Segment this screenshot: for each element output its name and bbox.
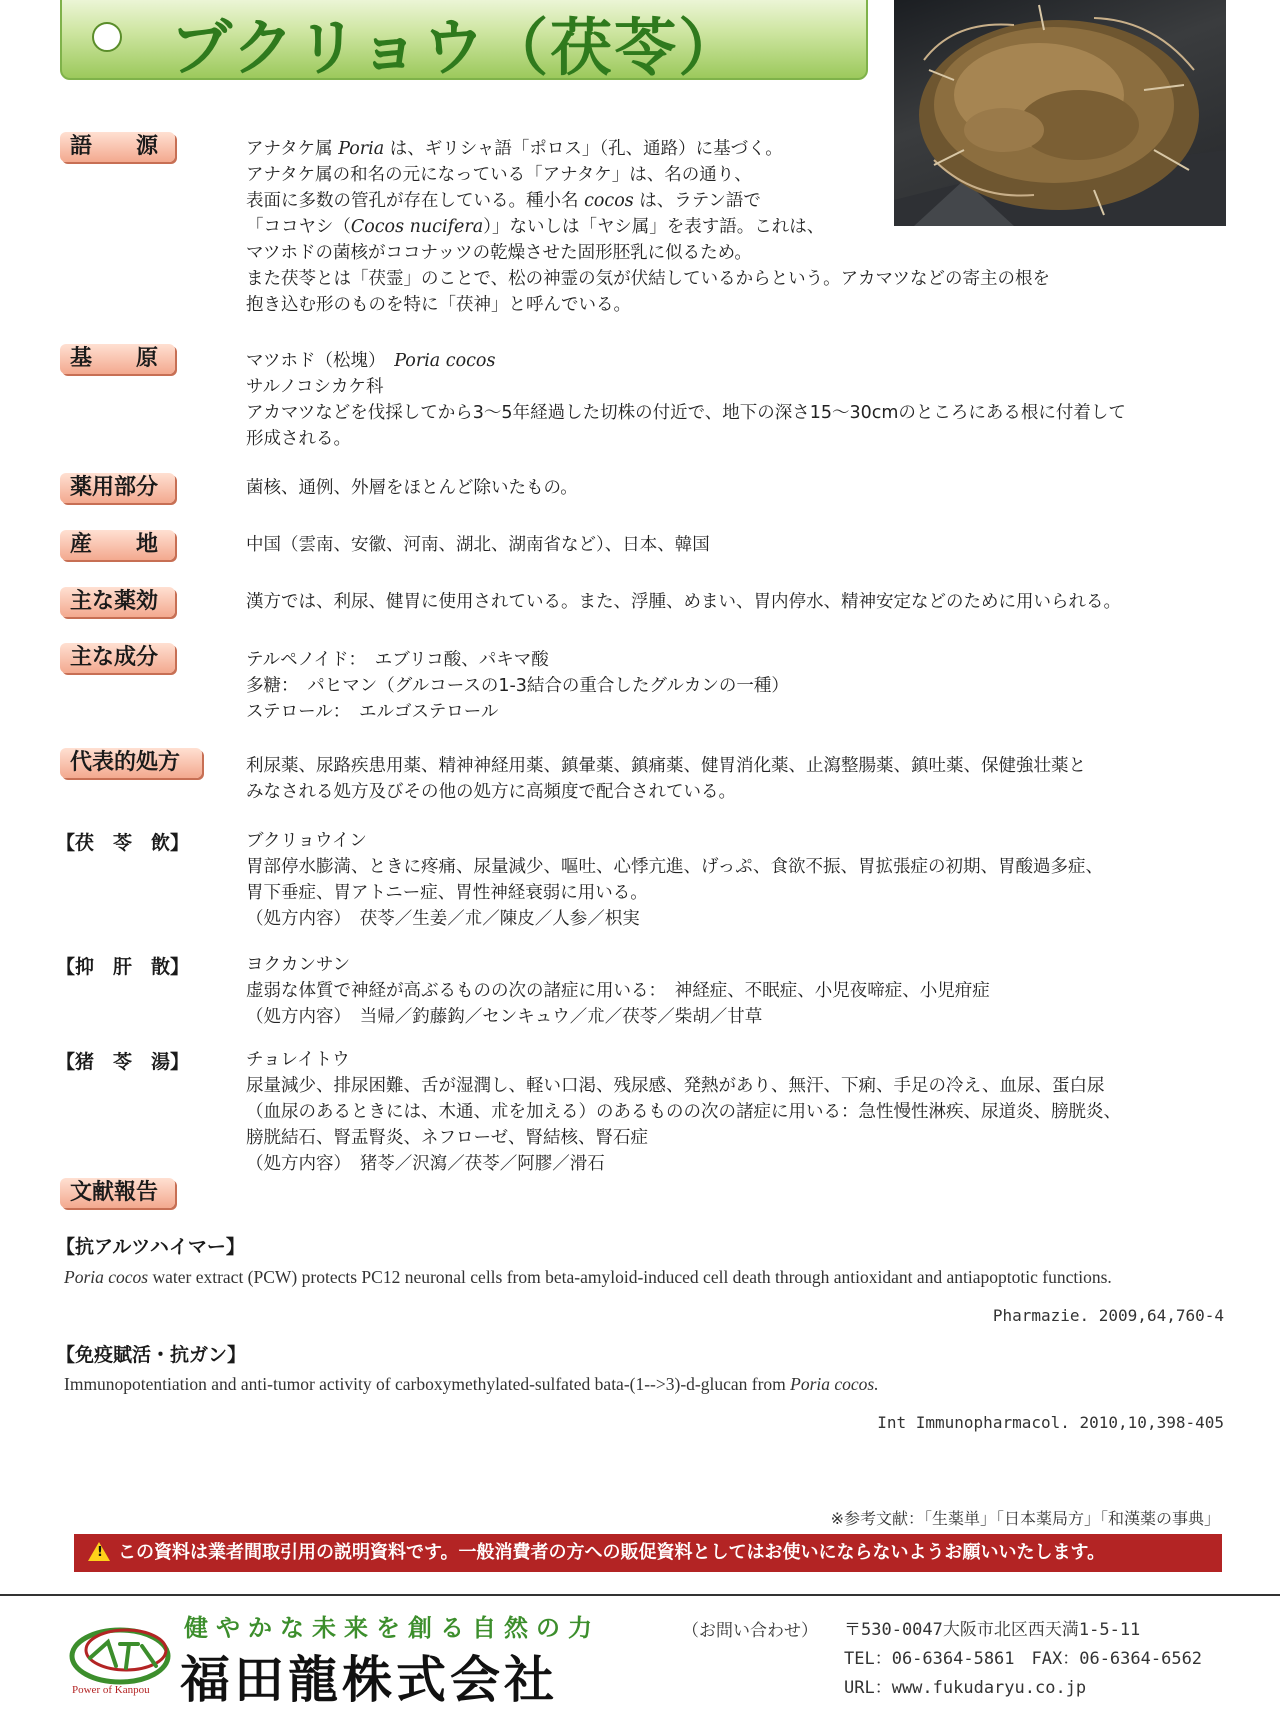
choreito-text xyxy=(246,1047,1121,1177)
label-origin: 基 原 xyxy=(60,344,175,374)
medicinal-part-text xyxy=(246,475,578,501)
formula-reading: ブクリョウイン xyxy=(246,831,367,851)
etymology-line-3: 表面に多数の管孔が存在している。種小名 cocos は、ラテン語で xyxy=(246,191,761,211)
contact-address: 〒530-0047大阪市北区西天満1-5-11 xyxy=(844,1620,1141,1640)
etymology-line-4: 「ココヤシ（Cocos nucifera）」ないしは「ヤシ属」を表す語。これは、 xyxy=(246,217,825,237)
company-tagline: 健やかな未来を創る自然の力 xyxy=(184,1614,600,1642)
label-formulas: 代表的処方 xyxy=(60,748,202,778)
components-text xyxy=(246,647,789,725)
etymology-line-7: 抱き込む形のものを特に「茯神」と呼んでいる。 xyxy=(246,295,631,315)
ref-text-alzheimer: Poria cocos water extract (PCW) protects PC12 neuronal cells from beta-amyloid-induced cell death through antioxidant and antiapoptotic functions. xyxy=(64,1267,1112,1287)
origin-text xyxy=(246,348,1126,452)
component-line: テルペノイド： エブリコ酸、パキマ酸 xyxy=(246,650,549,670)
formula-reading: ヨクカンサン xyxy=(246,955,351,975)
label-literature: 文献報告 xyxy=(60,1178,175,1208)
label-medicinal-part: 薬用部分 xyxy=(60,473,175,503)
ref-heading-immuno: 【免疫賦活・抗ガン】 xyxy=(56,1344,247,1366)
warning-text: この資料は業者間取引用の説明資料です。一般消費者の方への販促資料としてはお使いにならないようお願いいたします。 xyxy=(118,1542,1106,1563)
formula-line: （血尿のあるときには、木通、朮を加える）のあるものの次の諸症に用いる：急性慢性淋疾、尿道炎、膀胱炎、 xyxy=(246,1102,1121,1122)
formula-ingredients: （処方内容） 茯苓／生姜／朮／陳皮／人参／枳実 xyxy=(246,909,640,929)
formulas-line: みなされる処方及びその他の処方に高頻度で配合されている。 xyxy=(246,782,736,802)
effects-text xyxy=(246,589,1121,615)
yokukansan-text xyxy=(246,952,990,1030)
label-region: 産 地 xyxy=(60,530,175,560)
region-line: 中国（雲南、安徽、河南、湖北、湖南省など）、日本、韓国 xyxy=(246,535,710,555)
ref-text-immuno: Immunopotentiation and anti-tumor activity of carboxymethylated-sulfated bata-(1-->3)-d-glucan from Poria cocos. xyxy=(64,1374,879,1394)
etymology-text xyxy=(246,136,1050,318)
component-line: 多糖： パヒマン（グルコースの1-3結合の重合したグルカンの一種） xyxy=(246,676,789,696)
etymology-line-5: マツホドの菌核がココナッツの乾燥させた固形胚乳に似るため。 xyxy=(246,243,752,263)
label-bukuryoin: 【茯 苓 飲】 xyxy=(56,832,190,854)
formula-line: 膀胱結石、腎盂腎炎、ネフローゼ、腎結核、腎石症 xyxy=(246,1128,648,1148)
logo-caption: Power of Kanpou xyxy=(72,1684,150,1696)
ref-heading-alzheimer: 【抗アルツハイマー】 xyxy=(56,1236,245,1258)
warning-icon: ! xyxy=(88,1542,110,1561)
formulas-text xyxy=(246,753,1086,805)
etymology-line-6: また茯苓とは「茯霊」のことで、松の神霊の気が伏結しているからという。アカマツなどの寄主の根を xyxy=(246,269,1050,289)
formula-ingredients: （処方内容） 当帰／釣藤鈎／センキュウ／朮／茯苓／柴胡／甘草 xyxy=(246,1007,763,1027)
label-effects: 主な薬効 xyxy=(60,587,175,617)
label-choreito: 【猪 苓 湯】 xyxy=(56,1051,190,1073)
page-title: ブクリョウ（茯苓） xyxy=(170,11,743,84)
formulas-line: 利尿薬、尿路疾患用薬、精神神経用薬、鎮暈薬、鎮痛薬、健胃消化薬、止瀉整腸薬、鎮吐薬、保健強壮薬と xyxy=(246,756,1086,776)
etymology-line-2: アナタケ属の和名の元になっている「アナタケ」は、名の通り、 xyxy=(246,165,752,185)
footer-divider xyxy=(0,1594,1280,1596)
formula-line: 胃部停水膨満、ときに疼痛、尿量減少、嘔吐、心悸亢進、げっぷ、食欲不振、胃拡張症の初期、胃酸過多症、 xyxy=(246,857,1103,877)
region-text xyxy=(246,532,710,558)
reference-note: ※参考文献：「生薬単」「日本薬局方」「和漢薬の事典」 xyxy=(830,1509,1220,1528)
label-components: 主な成分 xyxy=(60,643,175,673)
company-name: 福田龍株式会社 xyxy=(180,1651,558,1709)
ref-citation-immuno: Int Immunopharmacol. 2010,10,398-405 xyxy=(877,1413,1224,1432)
medicinal-part-line: 菌核、通例、外層をほとんど除いたもの。 xyxy=(246,478,578,498)
label-yokukansan: 【抑 肝 散】 xyxy=(56,956,190,978)
origin-line-4: 形成される。 xyxy=(246,429,351,449)
warning-bar xyxy=(74,1534,1222,1572)
formula-ingredients: （処方内容） 猪苓／沢瀉／茯苓／阿膠／滑石 xyxy=(246,1154,605,1174)
origin-line-1: マツホド（松塊） Poria cocos xyxy=(246,351,496,371)
formula-line: 胃下垂症、胃アトニー症、胃性神経衰弱に用いる。 xyxy=(246,883,648,903)
effects-line: 漢方では、利尿、健胃に使用されている。また、浮腫、めまい、胃内停水、精神安定などのために用いられる。 xyxy=(246,592,1121,612)
component-line: ステロール： エルゴステロール xyxy=(246,702,499,722)
label-etymology: 語 源 xyxy=(60,132,175,162)
circle-bullet-icon xyxy=(92,22,122,52)
origin-line-2: サルノコシカケ科 xyxy=(246,377,384,397)
title-banner xyxy=(60,0,868,84)
contact-url[interactable]: URL：www.fukudaryu.co.jp xyxy=(844,1678,1087,1698)
formula-line: 虚弱な体質で神経が高ぶるものの次の諸症に用いる： 神経症、不眠症、小児夜啼症、小児疳症 xyxy=(246,981,990,1001)
formula-reading: チョレイトウ xyxy=(246,1050,350,1070)
contact-info xyxy=(844,1616,1202,1703)
bukuryoin-text xyxy=(246,828,1103,932)
contact-label: （お問い合わせ） xyxy=(682,1621,818,1641)
formula-line: 尿量減少、排尿困難、舌が湿潤し、軽い口渇、残尿感、発熱があり、無汗、下痢、手足の冷え、血尿、蛋白尿 xyxy=(246,1076,1105,1096)
etymology-line-1: アナタケ属 Poria は、ギリシャ語「ポロス」（孔、通路）に基づく。 xyxy=(246,139,783,159)
contact-phone-fax: TEL：06-6364-5861 FAX：06-6364-6562 xyxy=(844,1649,1203,1669)
origin-line-3: アカマツなどを伐採してから3～5年経過した切株の付近で、地下の深さ15～30cmのところにある根に付着して xyxy=(246,403,1126,423)
ref-citation-alzheimer: Pharmazie. 2009,64,760-4 xyxy=(992,1306,1224,1325)
